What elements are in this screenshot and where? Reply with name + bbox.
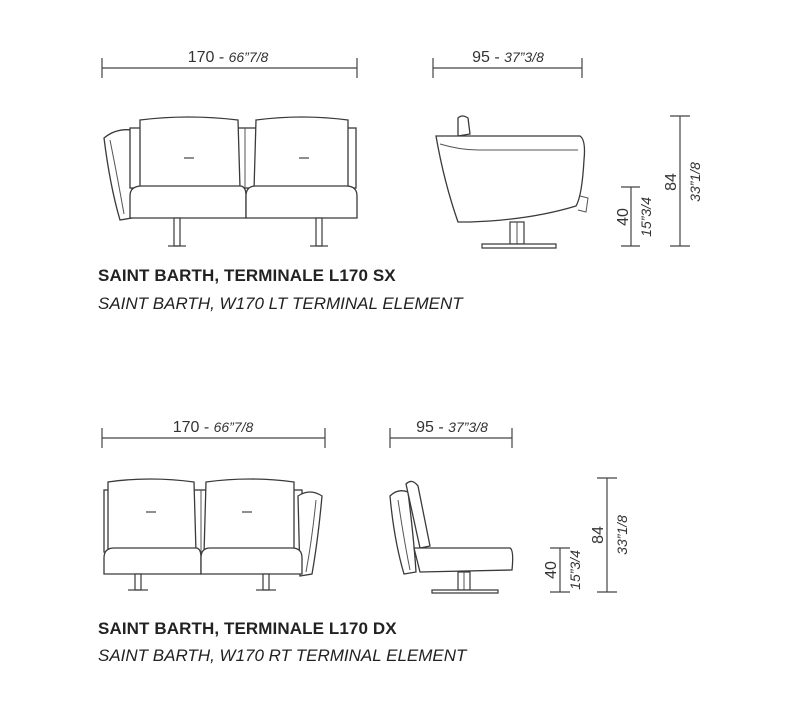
side-view-sx [436,116,588,248]
svg-text:40 [615,208,632,226]
total-height-in-dx: 33”1/8 [614,515,630,555]
depth-dimension-dx [390,419,512,448]
width-in-dx: 66”7/8 [213,419,254,435]
width-cm-sx: 170 [187,49,215,66]
depth-in-dx: 37”3/8 [448,419,488,435]
seat-height-cm-dx: 40 [543,561,560,579]
width-cm-dx: 170 [172,419,200,436]
product-title-dx: SAINT BARTH, TERMINALE L170 DX [98,619,397,638]
svg-text:95 - 37”3/8: 95 - 37”3/8 [416,419,488,436]
width-dimension-dx [102,419,325,448]
depth-in-sx: 37”3/8 [504,49,544,65]
product-sx-drawing [102,49,703,248]
width-dimension-sx [102,49,357,78]
total-height-cm-dx: 84 [590,526,607,544]
product-subtitle-sx: SAINT BARTH, W170 LT TERMINAL ELEMENT [98,294,463,313]
total-height-cm-sx: 84 [663,173,680,191]
depth-cm-sx: 95 [472,49,490,66]
total-height-in-sx: 33”1/8 [687,162,703,202]
seat-height-dimension-dx [543,548,583,592]
width-in-sx: 66”7/8 [228,49,269,65]
svg-text:33”1/8 [687,162,703,202]
svg-text:33”1/8 [614,515,630,555]
svg-text:84 [663,173,680,191]
product-dx-drawing [102,419,630,593]
svg-text:84 [590,526,607,544]
front-view-sx [104,117,357,246]
side-view-dx [390,481,513,593]
svg-text:15”3/4 [567,550,583,590]
product-subtitle-dx: SAINT BARTH, W170 RT TERMINAL ELEMENT [98,646,467,665]
product-title-sx: SAINT BARTH, TERMINALE L170 SX [98,266,396,285]
depth-dimension-sx [433,49,582,78]
seat-height-cm-sx: 40 [615,208,632,226]
svg-text:15”3/4 [638,197,654,237]
seat-height-in-dx: 15”3/4 [567,550,583,590]
svg-text:170 - 66”7/8: 170 - 66”7/8 [172,419,254,436]
front-view-dx [104,479,322,590]
total-height-dimension-dx [590,478,630,592]
svg-text:95 - 37”3/8: 95 - 37”3/8 [472,49,544,66]
depth-cm-dx: 95 [416,419,434,436]
seat-height-dimension-sx [615,187,654,246]
seat-height-in-sx: 15”3/4 [638,197,654,237]
svg-text:170 - 66”7/8: 170 - 66”7/8 [187,49,269,66]
total-height-dimension-sx [663,116,703,246]
svg-text:40 [543,561,560,579]
